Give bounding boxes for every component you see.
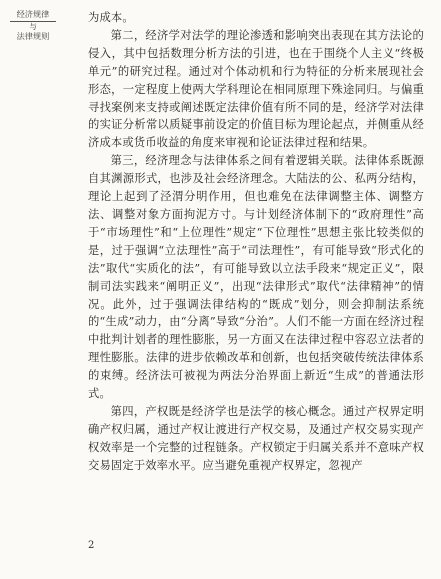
running-header-line1: 经济规律 xyxy=(16,9,50,19)
body-text xyxy=(88,9,424,475)
running-header-line3: 法律规则 xyxy=(16,31,50,41)
paragraph-third: 第三，经济理念与法律体系之间有着逻辑关联。法律体系既源自其渊源形式，也涉及社会经济理念。大陆法的公、私两分结构，理论上起到了泾渭分明作用，但也难免在法律调整主体、调整方法、调整对象方面拘泥方寸。与计划经济体制下的“政府理性”高于“市场理性”和“上位理性”规定“下位理性”思想主张比较类似的是，过于强调“立法理性”高于“司法理性”，有可能导致“形式化的法”取代“实质化的法”，有可能导致以立法手段来“规定正义”，限制司法实践来“阐明正义”，出现“法律形式”取代“法律精神”的情况。此外，过于强调法律结构的“既成”划分，则会抑制法系统的“生成”动力，由“分离”导致“分治”。人们不能一方面在经济过程中批判计划者的理性膨胀，另一方面又在法律过程中容忍立法者的理性膨胀。法律的进步依赖改革和创新，也包括突破传统法律体系的束缚。经济法可被视为两法分治界面上新近“生成”的普通法形式。 xyxy=(88,154,424,401)
running-header-line2: 与 xyxy=(29,22,37,31)
page-number: 2 xyxy=(88,540,95,551)
paragraph-second: 第二，经济学对法学的理论渗透和影响突出表现在其方法论的侵入，其中包括数理分析方法的引进，也在于围绕个人主义“终极单元”的研究过程。通过对个体动机和行为特征的分析来展现社会形态，一定程度上使两大学科理论在相同原理下殊途同归。与偏重寻找案例来支持或阐述既定法律价值有所不同的是，经济学对法律的实证分析常以质疑事前设定的价值目标为理论起点，并侧重从经济成本或货币收益的角度来审视和论证法律过程和结果。 xyxy=(88,28,424,150)
paragraph-continuation: 为成本。 xyxy=(88,11,134,24)
paragraph-fourth: 第四，产权既是经济学也是法学的核心概念。通过产权界定明确产权归属，通过产权让渡进行产权交易，及通过产权交易实现产权效率是一个完整的过程链条。产权锁定于归属关系并不意味产权交易固定于效率水平。应当避免重视产权界定，忽视产 xyxy=(88,404,424,472)
running-header xyxy=(8,9,58,41)
